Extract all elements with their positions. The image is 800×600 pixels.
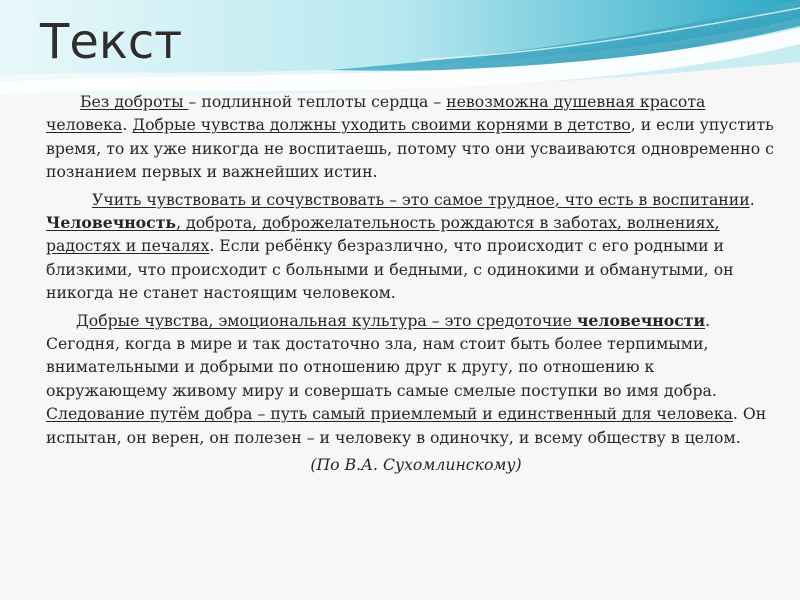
paragraph-3 [46,309,776,449]
p3-text-3: . Сегодня, когда в мире и так достаточно зла, нам стоит быть более терпимыми, внимательными и добрыми по отношению друг к другу, по отношению к окружающему живому миру и совершать самые смелые поступки во имя добра. [46,310,717,400]
p1-text-2: – подлинной теплоты сердца – [188,92,447,111]
paragraph-1 [46,90,776,184]
p2-text-5: . Если ребёнку безразлично, что происходит с его родными и близкими, что происходит с больными и бедными, с одинокими и обманутыми, он никогда не станет настоящим человеком. [46,236,734,303]
p3-text-5: . Он испытан, он верен, он полезен – и человеку в одиночку, и всему обществу в целом. [46,404,767,447]
p2-text-2: . [749,189,755,209]
slide-body-text [46,90,776,481]
p3-text-2: человечности [576,310,706,330]
p3-text-4: Следование путём добра – путь самый приемлемый и единственный для человека [46,404,733,424]
p1-text-3: невозможна душевная красота человека [46,92,706,135]
paragraph-2 [46,188,776,305]
p2-text-4: , доброта, доброжелательность рождаются в заботах, волнениях, радостях и печалях [46,213,720,256]
p2-text-3: Человечность [46,213,177,233]
p3-text-1: Добрые чувства, эмоциональная культура – это средоточие [76,310,577,330]
p1-text-1: Без доброты [80,92,189,111]
source-attribution: (По В.А. Сухомлинскому) [310,455,522,475]
p1-text-5: Добрые чувства должны уходить своими корнями в детство [132,115,631,135]
slide-title: Текст [40,14,183,70]
p1-text-4: . [122,115,133,135]
p2-text-1: Учить чувствовать и сочувствовать – это самое трудное, что есть в воспитании [92,189,750,209]
p1-text-6: , и если упустить время, то их уже никогда не воспитаешь, потому что они усваиваются одновременно с познанием первых и важнейших истин. [46,115,774,182]
